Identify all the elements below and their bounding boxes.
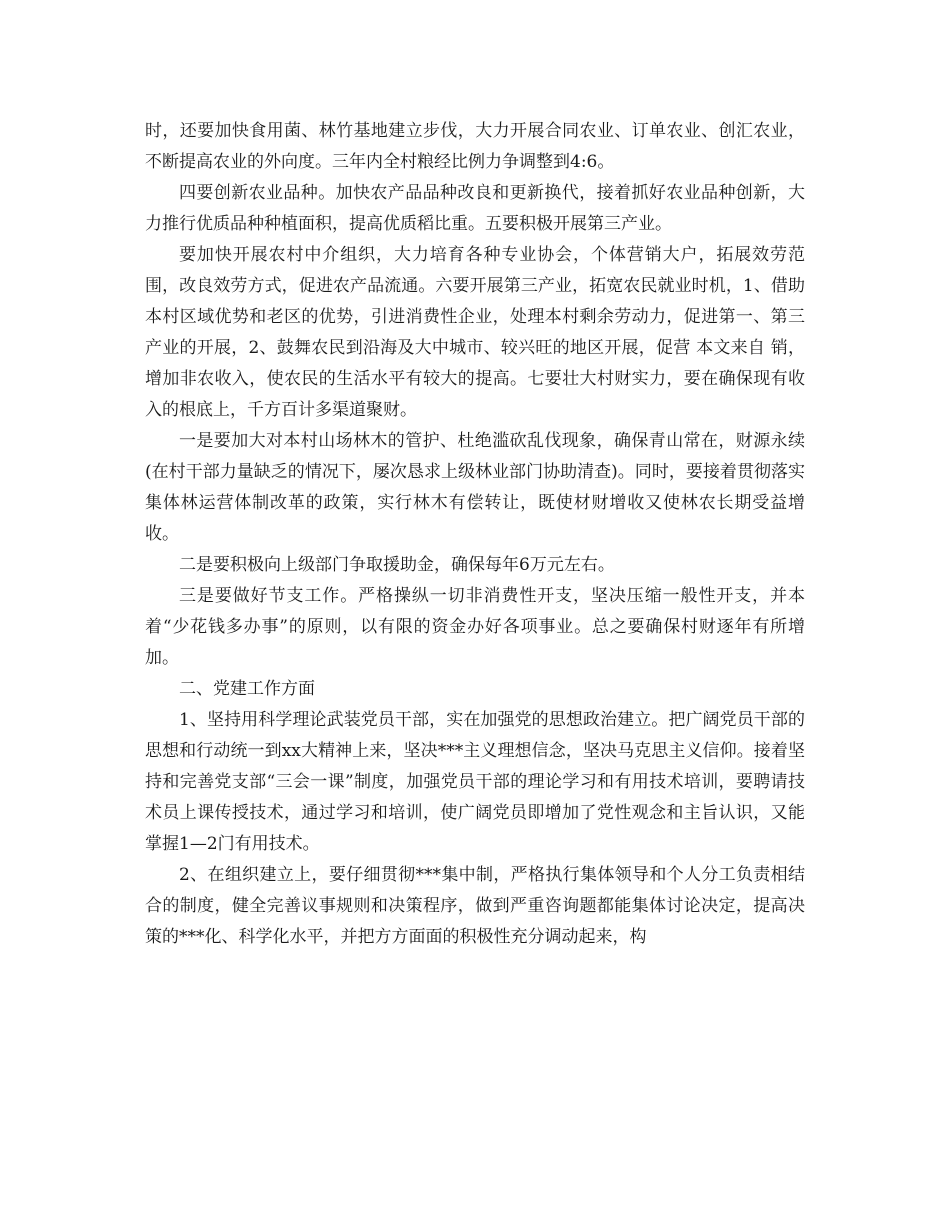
paragraph-6: 三是要做好节支工作。严格操纵一切非消费性开支，坚决压缩一般性开支，并本着“少花钱多办事”的原则，以有限的资金办好各项事业。总之要确保村财逐年有所增加。 — [145, 586, 805, 668]
section-heading: 二、党建工作方面 — [179, 679, 315, 699]
paragraph-5: 二是要积极向上级部门争取援助金，确保每年6万元左右。 — [179, 555, 615, 575]
paragraph-8: 2、在组织建立上，要仔细贯彻***集中制，严格执行集体领导和个人分工负责相结合的制度，健全完善议事规则和决策程序，做到严重咨询题都能集体讨论决定，提高决策的***化、科学化水平，并把方方面面的积极性充分调动起来，构 — [145, 865, 805, 947]
paragraph-7: 1、坚持用科学理论武装党员干部，实在加强党的思想政治建立。把广阔党员干部的思想和行动统一到xx大精神上来，坚决***主义理想信念，坚决马克思主义信仰。接着坚持和完善党支部“三会一课”制度，加强党员干部的理论学习和有用技术培训，要聘请技术员上课传授技术，通过学习和培训，使广阔党员即增加了党性观念和主旨认识，又能掌握1—2门有用技术。 — [145, 710, 805, 854]
paragraph-1: 时，还要加快食用菌、林竹基地建立步伐，大力开展合同农业、订单农业、创汇农业，不断提高农业的外向度。三年内全村粮经比例力争调整到4:6。 — [145, 121, 805, 172]
paragraph-4: 一是要加大对本村山场林木的管护、杜绝滥砍乱伐现象，确保青山常在，财源永续(在村干部力量缺乏的情况下，屡次恳求上级林业部门协助清查)。同时，要接着贯彻落实集体林运营体制改革的政策，实行林木有偿转让，既使材财增收又使林农长期受益增收。 — [145, 431, 805, 544]
document-body — [145, 116, 805, 953]
paragraph-3: 要加快开展农村中介组织，大力培育各种专业协会，个体营销大户，拓展效劳范围，改良效劳方式，促进农产品流通。六要开展第三产业，拓宽农民就业时机，1、借助本村区域优势和老区的优势，引进消费性企业，处理本村剩余劳动力，促进第一、第三产业的开展，2、鼓舞农民到沿海及大中城市、较兴旺的地区开展，促营 本文来自 销，增加非农收入，使农民的生活水平有较大的提高。七要壮大村财实力，要在确保现有收入的根底上，千方百计多渠道聚财。 — [145, 245, 805, 420]
paragraph-2: 四要创新农业品种。加快农产品品种改良和更新换代，接着抓好农业品种创新，大力推行优质品种种植面积，提高优质稻比重。五要积极开展第三产业。 — [145, 183, 805, 234]
